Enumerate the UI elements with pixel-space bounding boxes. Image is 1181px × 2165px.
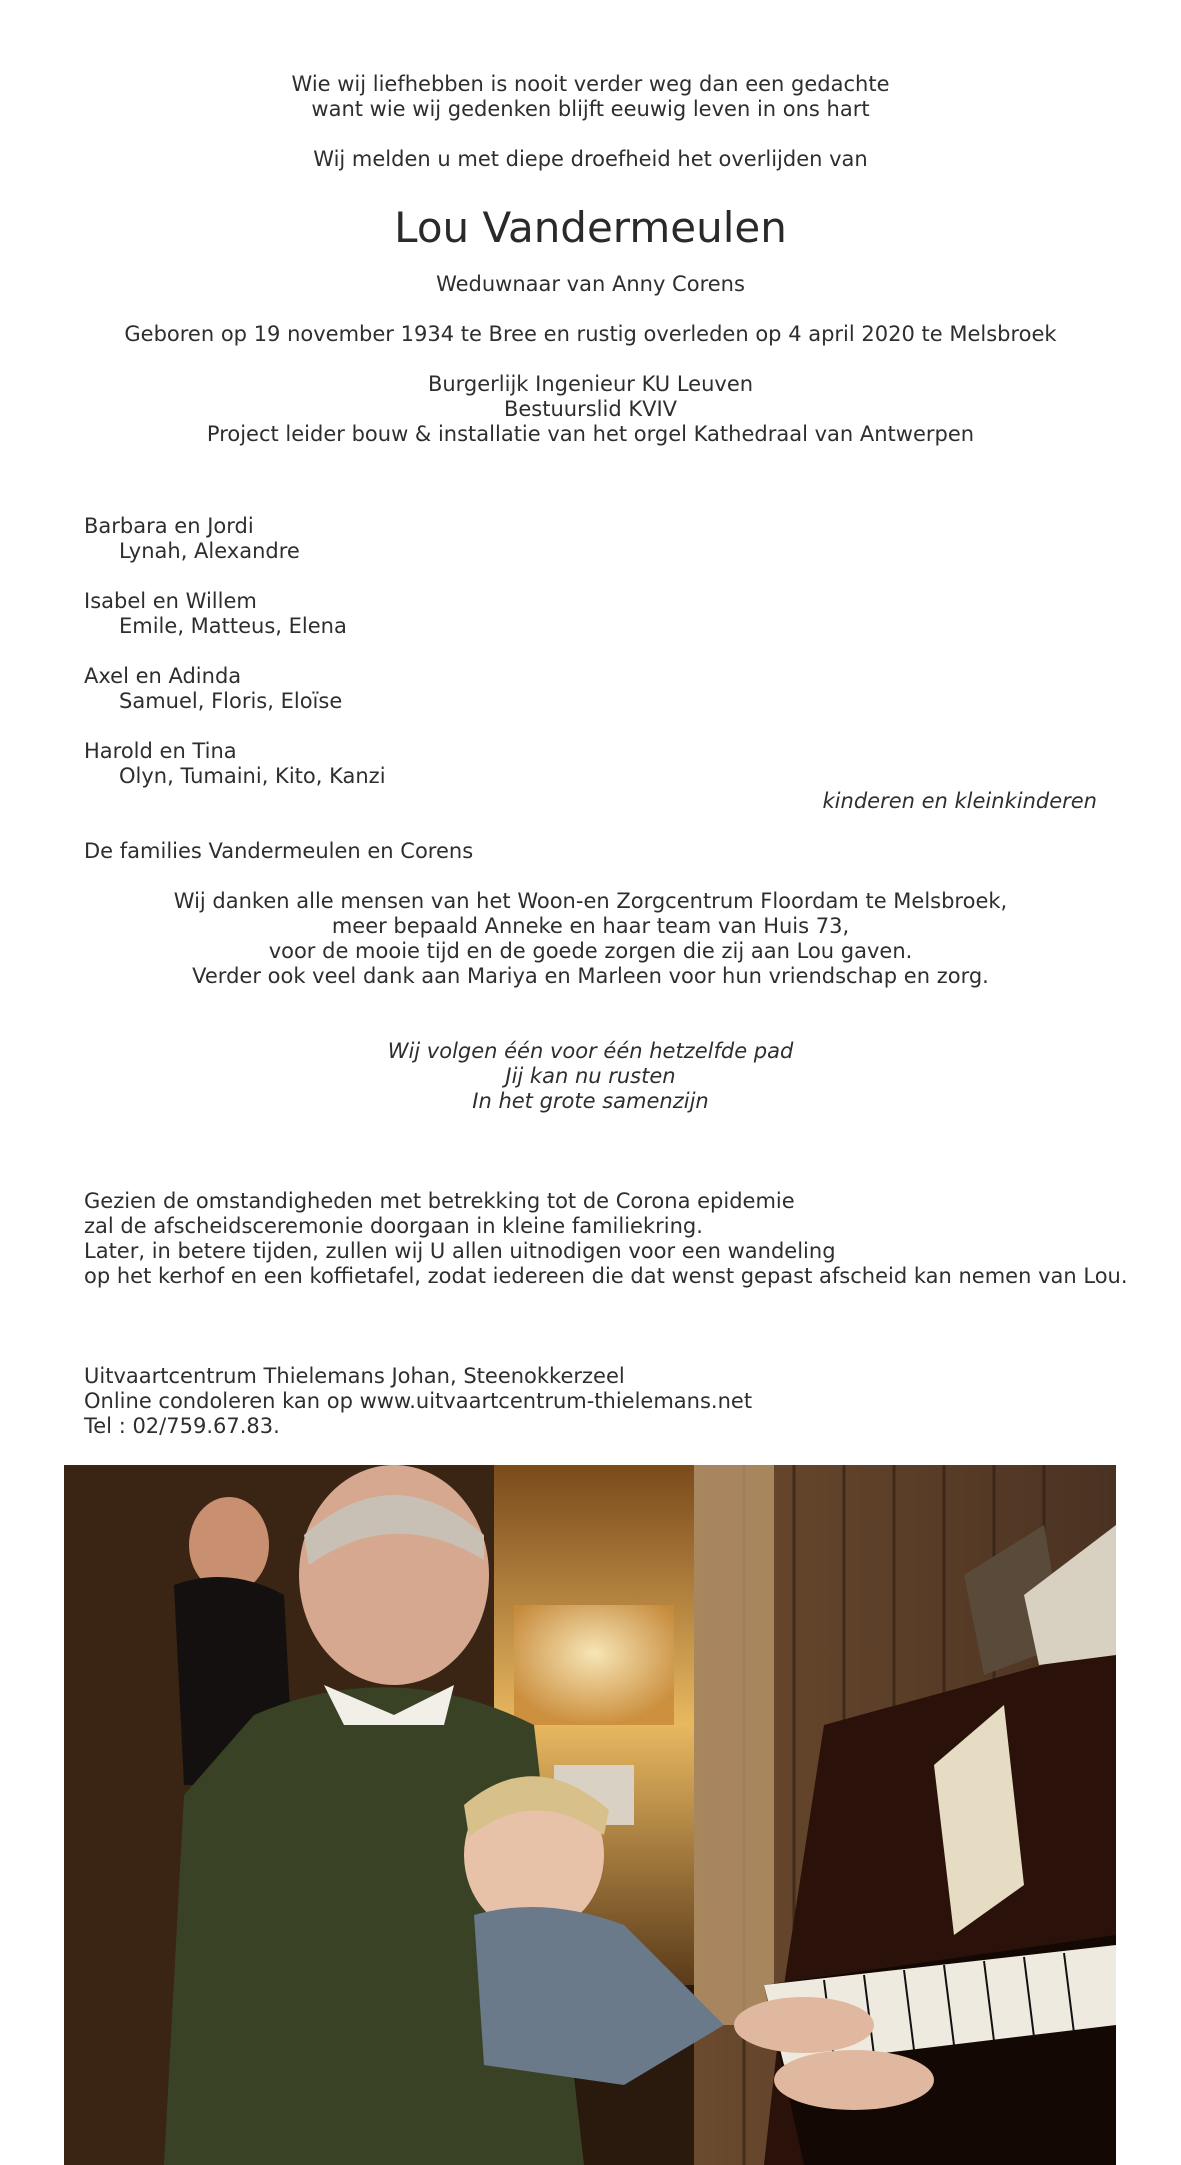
photo-illustration — [64, 1465, 1116, 2165]
funeral-home-name: Uitvaartcentrum Thielemans Johan, Steenokkerzeel — [84, 1364, 625, 1388]
family-parents: Axel en Adinda — [84, 664, 242, 688]
condolence-link: Online condoleren kan op www.uitvaartcentrum-thielemans.net — [84, 1389, 753, 1413]
thanks-paragraph: Wij danken alle mensen van het Woon-en Zorgcentrum Floordam te Melsbroek, meer bepaald Anneke en haar team van Huis 73, voor de mooie tijd en de goede zorgen die zij aan Lou gaven. Verder ook veel dank aan Mariya en Marleen voor hun vriendschap en zorg. — [173, 889, 1008, 988]
poem: Wij volgen één voor één hetzelfde pad Jij kan nu rusten In het grote samenzijn — [387, 1039, 794, 1113]
intro-quote — [0, 72, 1181, 122]
family-group — [84, 589, 347, 639]
title-line: Bestuurslid KVIV — [503, 397, 678, 421]
memorial-photo — [64, 1465, 1116, 2165]
family-group — [84, 514, 300, 564]
quote-line: want wie wij gedenken blijft eeuwig leven in ons hart — [311, 97, 870, 121]
quote-line: Wie wij liefhebben is nooit verder weg dan een gedachte — [291, 72, 890, 96]
relation-caption: kinderen en kleinkinderen — [822, 789, 1097, 813]
funeral-home-contact — [84, 1364, 752, 1439]
family-parents: Barbara en Jordi — [84, 514, 254, 538]
title-line: Project leider bouw & installatie van het orgel Kathedraal van Antwerpen — [206, 422, 975, 446]
family-children: Emile, Matteus, Elena — [119, 614, 347, 638]
family-parents: Isabel en Willem — [84, 589, 257, 613]
phone-number: Tel : 02/759.67.83. — [84, 1414, 280, 1438]
family-group — [84, 664, 342, 714]
widower-line: Weduwnaar van Anny Corens — [436, 272, 745, 296]
family-children: Olyn, Tumaini, Kito, Kanzi — [119, 764, 386, 788]
titles — [0, 372, 1181, 447]
family-group — [84, 739, 386, 789]
family-children: Samuel, Floris, Eloïse — [119, 689, 343, 713]
title-line: Burgerlijk Ingenieur KU Leuven — [427, 372, 754, 396]
families-line: De families Vandermeulen en Corens — [84, 839, 474, 863]
born-died-line: Geboren op 19 november 1934 te Bree en rustig overleden op 4 april 2020 te Melsbroek — [124, 322, 1057, 346]
deceased-name: Lou Vandermeulen — [394, 203, 787, 252]
announcement: Wij melden u met diepe droefheid het overlijden van — [313, 147, 868, 171]
ceremony-notice: Gezien de omstandigheden met betrekking tot de Corona epidemie zal de afscheidsceremonie doorgaan in kleine familiekring. Later, in betere tijden, zullen wij U allen uitnodigen voor een wandeling op het kerhof en een koffietafel, zodat iedereen die dat wenst gepast afscheid kan nemen van Lou. — [84, 1189, 1128, 1288]
family-children: Lynah, Alexandre — [119, 539, 300, 563]
family-parents: Harold en Tina — [84, 739, 237, 763]
